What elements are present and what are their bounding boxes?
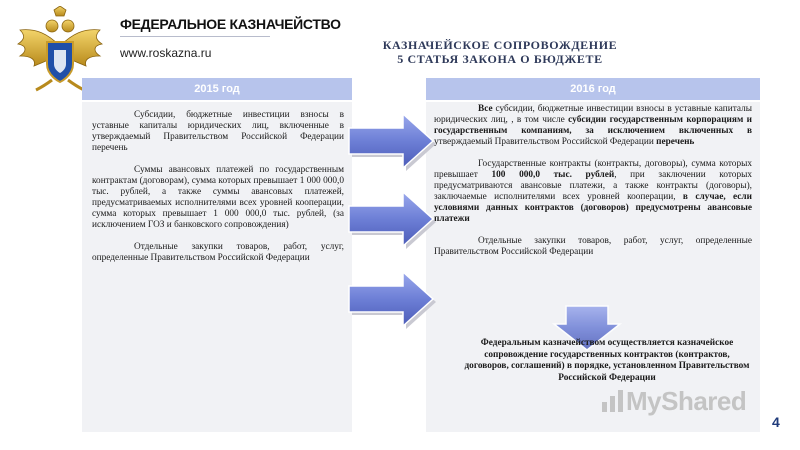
item-2016-procurement: Отдельные закупки товаров, работ, услуг, определенные Правительством Российской Федерации: [434, 236, 752, 257]
item-2016-subsidies-bold-e: перечень: [656, 137, 695, 147]
item-2016-subsidies-text-d: утверждаемый Правительством Российской Федерации: [434, 137, 657, 147]
header-divider: [120, 36, 270, 37]
item-2016-subsidies-bold-c: субсидии государственным корпорациям и государственным компаниям, за исключением включенных в: [434, 115, 752, 136]
item-2016-subsidies-bold-a: Все: [478, 104, 493, 114]
item-2015-subsidies: Субсидии, бюджетные инвестиции взносы в уставные капиталы юридических лиц, включенные в утверждаемый Правительством Российской Федерации перечень: [92, 110, 344, 153]
slide-title-line2: 5 СТАТЬЯ ЗАКОНА О БЮДЖЕТЕ: [397, 52, 603, 66]
watermark: MyShared: [626, 386, 747, 416]
item-2016-contracts-bold-b: 100 000,0 тыс. рублей: [491, 170, 615, 180]
right-arrow-icon: [345, 110, 437, 172]
item-2015-advance-payments: Суммы авансовых платежей по государственным контрактам (договорам), сумма которых превышает 1 000 000,0 тыс. рублей, а также суммы авансовых платежей, предусматриваемых исполнителями всех уровней кооперации, сумма которых превышает 1 000 000,0 тыс. рублей, (за исключением ГОЗ и банковского сопровождения): [92, 165, 344, 230]
item-2016-contracts-bold-d: в случае, если условиями данных контрактов (договоров) предусмотрены авансовые платежи: [434, 192, 752, 224]
page-number: 4: [772, 414, 780, 430]
column-header-2015: 2015 год: [82, 78, 352, 100]
slide-title-line1: КАЗНАЧЕЙСКОЕ СОПРОВОЖДЕНИЕ: [382, 38, 618, 52]
right-arrow-icon: [345, 188, 437, 250]
slide-title: [300, 38, 700, 66]
right-arrow-icon: [345, 268, 437, 330]
treasury-support-note: Федеральным казначейством осуществляется казначейское сопровождение государственных контрактов (контрактов, договоров, соглашений) в порядке, установленном Правительством Российской Федерации: [464, 338, 750, 383]
item-2016-contracts-text-a: Государственные контракты (контракты, договоры), сумма которых превышает: [434, 159, 752, 180]
item-2015-procurement: Отдельные закупки товаров, работ, услуг, определенные Правительством Российской Федерации: [92, 242, 344, 263]
item-2016-subsidies: [434, 104, 752, 148]
column-header-2016: 2016 год: [426, 78, 760, 100]
organization-name: ФЕДЕРАЛЬНОЕ КАЗНАЧЕЙСТВО: [120, 16, 341, 32]
item-2016-subsidies-text-b: субсидии, бюджетные инвестиции взносы в уставные капиталы юридических лиц, , в том числе: [434, 104, 752, 125]
organization-website: www.roskazna.ru: [120, 46, 212, 60]
panel-2015: [82, 102, 352, 432]
watermark-logo-icon: [600, 388, 626, 414]
item-2016-contracts: [434, 159, 752, 225]
item-2016-contracts-text-c: , при заключении которых предусматриваются авансовые платежи, а также контракты (договоры), заключаемые исполнителями всех уровней кооперации,: [434, 170, 753, 202]
